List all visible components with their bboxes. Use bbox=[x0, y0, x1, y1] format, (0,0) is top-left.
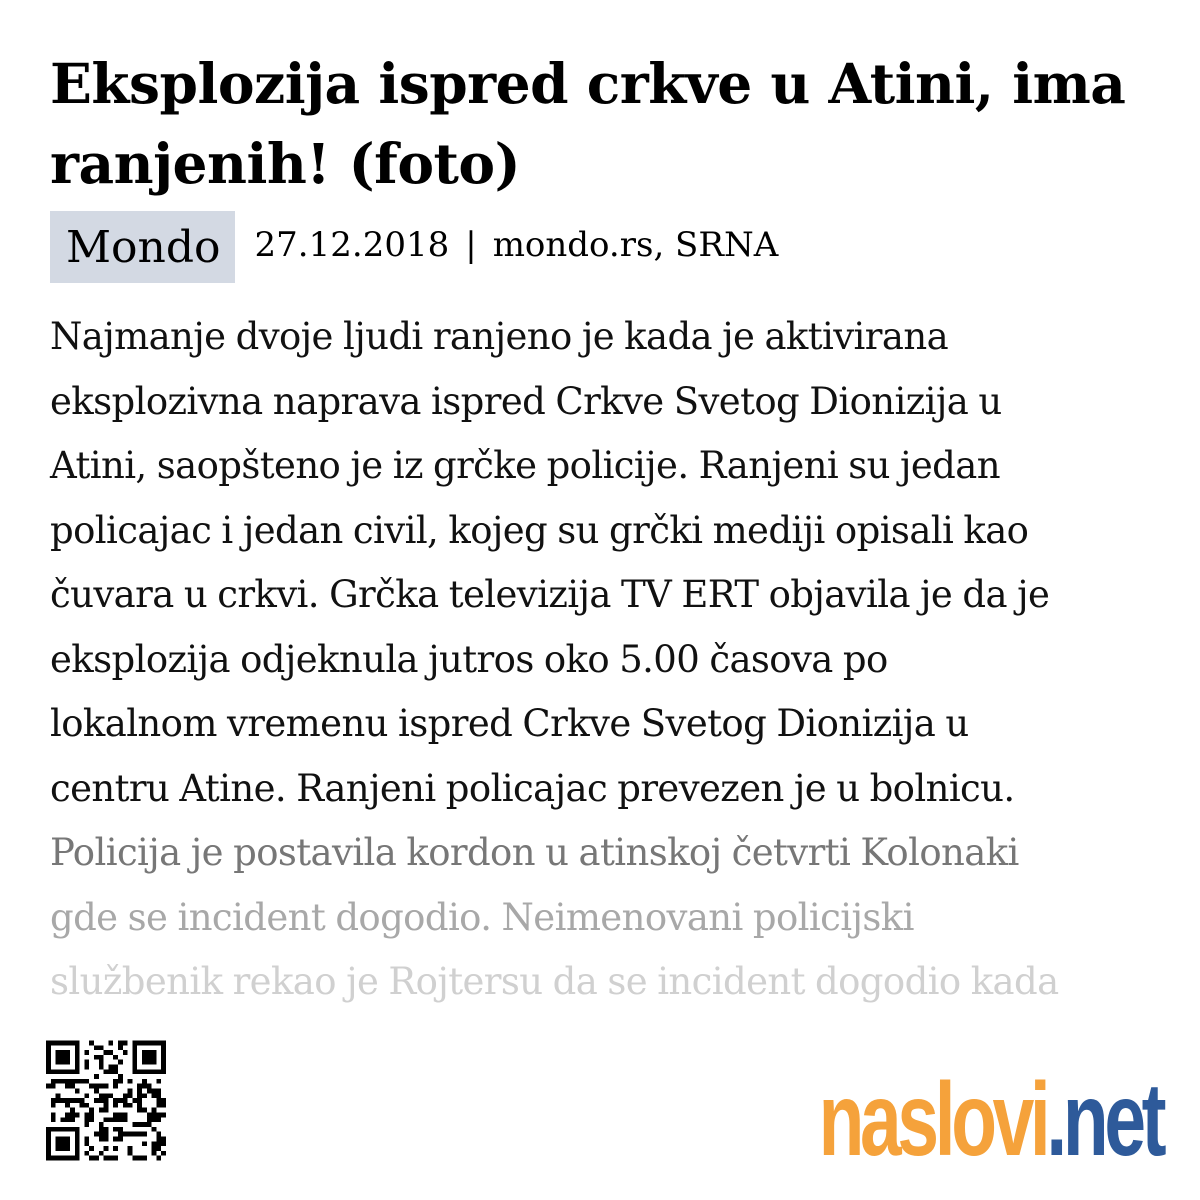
body-line: Najmanje dvoje ljudi ranjeno je kada je aktivirana bbox=[50, 315, 949, 358]
body-line: eksplozija odjeknula jutros oko 5.00 časova po bbox=[50, 637, 888, 681]
article-byline: mondo.rs, SRNA bbox=[492, 225, 779, 265]
article-meta bbox=[50, 211, 778, 283]
body-line: centru Atine. Ranjeni policajac prevezen je u bolnicu. bbox=[50, 766, 1015, 810]
body-line-faded: gde se incident dogodio. Neimenovani policijski bbox=[50, 895, 914, 939]
body-line: policajac i jedan civil, kojeg su grčki mediji opisali kao bbox=[50, 508, 1029, 552]
qr-code-icon[interactable] bbox=[46, 1038, 166, 1163]
article-body bbox=[50, 305, 1165, 1015]
source-badge[interactable]: Mondo bbox=[50, 211, 235, 283]
article-date: 27.12.2018 bbox=[254, 225, 450, 265]
body-line-faded: službenik rekao je Rojtersu da se incident dogodio kada bbox=[50, 960, 1059, 1003]
logo-text-secondary: .net bbox=[1046, 1062, 1162, 1178]
naslovi-logo[interactable] bbox=[818, 1052, 1162, 1178]
body-line: eksplozivna naprava ispred Crkve Svetog Dionizija u bbox=[50, 379, 1002, 423]
logo-text-primary: naslovi bbox=[818, 1062, 1047, 1178]
body-line: lokalnom vremenu ispred Crkve Svetog Dionizija u bbox=[50, 702, 969, 745]
meta-separator: | bbox=[465, 225, 477, 265]
body-line: Atini, saopšteno je iz grčke policije. Ranjeni su jedan bbox=[50, 444, 1000, 487]
body-line-faded: Policija je postavila kordon u atinskoj četvrti Kolonaki bbox=[50, 831, 1019, 874]
qr-code-graphic bbox=[46, 1038, 166, 1163]
meta-info bbox=[255, 225, 779, 265]
article-title: Eksplozija ispred crkve u Atini, ima ranjenih! (foto) bbox=[50, 51, 1126, 196]
body-line: čuvara u crkvi. Grčka televizija TV ERT objavila je da je bbox=[50, 573, 1050, 616]
